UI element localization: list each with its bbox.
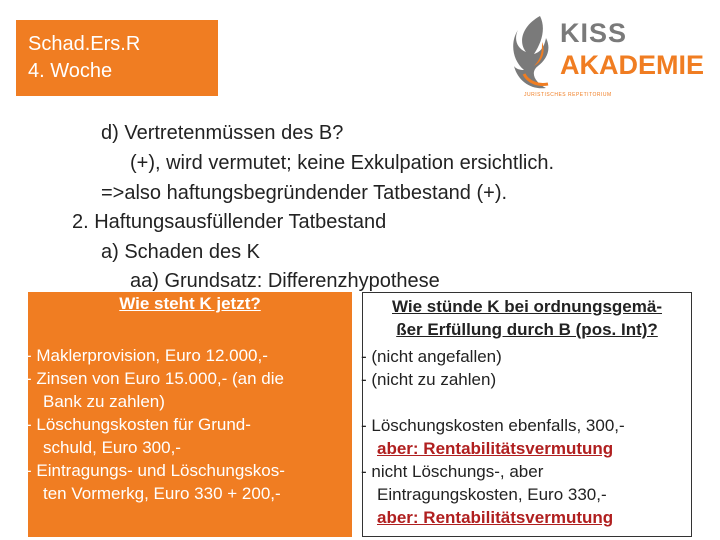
list-item: - Maklerprovision, Euro 12.000,- — [26, 346, 268, 365]
logo-text-kiss: KISS — [560, 18, 628, 48]
flame-icon — [512, 12, 558, 94]
hypothetical-situation-box — [362, 292, 692, 537]
rentability-note: aber: Rentabilitätsvermutung — [377, 508, 614, 527]
slide-title-box — [16, 20, 218, 96]
list-item: - Löschungskosten für Grund- — [26, 415, 251, 434]
list-item: - Zinsen von Euro 15.000,- (an die — [26, 369, 284, 388]
logo-tagline: JURISTISCHES REPETITORIUM — [524, 92, 612, 98]
outline-line-4: 2. Haftungsausfüllender Tatbestand — [72, 211, 387, 233]
outline-line-2: (+), wird vermutet; keine Exkulpation ersichtlich. — [130, 152, 555, 174]
list-item: - (nicht angefallen) — [361, 347, 502, 366]
outline-line-5: a) Schaden des K — [101, 241, 260, 263]
outline-line-6: aa) Grundsatz: Differenzhypothese — [130, 270, 440, 292]
slide-title-line1: Schad.Ers.R — [28, 33, 141, 55]
logo-text-akademie: AKADEMIE — [560, 50, 705, 80]
current-situation-heading: Wie steht K jetzt? — [119, 294, 261, 313]
list-item: ten Vormerkg, Euro 330 + 200,- — [43, 484, 281, 503]
list-item: - Eintragungs- und Löschungskos- — [26, 461, 285, 480]
rentability-note: aber: Rentabilitätsvermutung — [377, 439, 614, 458]
list-item: - Löschungskosten ebenfalls, 300,- — [361, 416, 625, 435]
current-situation-box — [28, 292, 352, 537]
hypothetical-situation-heading — [363, 295, 691, 341]
slide-title-line2: 4. Woche — [28, 60, 113, 82]
outline-line-3: =>also haftungsbegründender Tatbestand (+). — [101, 182, 508, 204]
kiss-akademie-logo — [510, 8, 710, 100]
outline-line-1: d) Vertretenmüssen des B? — [101, 122, 344, 144]
list-item: schuld, Euro 300,- — [43, 438, 181, 457]
list-item: Eintragungskosten, Euro 330,- — [377, 485, 607, 504]
list-item: - (nicht zu zahlen) — [361, 370, 497, 389]
list-item: Bank zu zahlen) — [43, 392, 165, 411]
heading-line-2: ßer Erfüllung durch B (pos. Int)? — [396, 320, 658, 339]
heading-line-1: Wie stünde K bei ordnungsgemä- — [392, 297, 662, 316]
list-item: - nicht Löschungs-, aber — [361, 462, 544, 481]
